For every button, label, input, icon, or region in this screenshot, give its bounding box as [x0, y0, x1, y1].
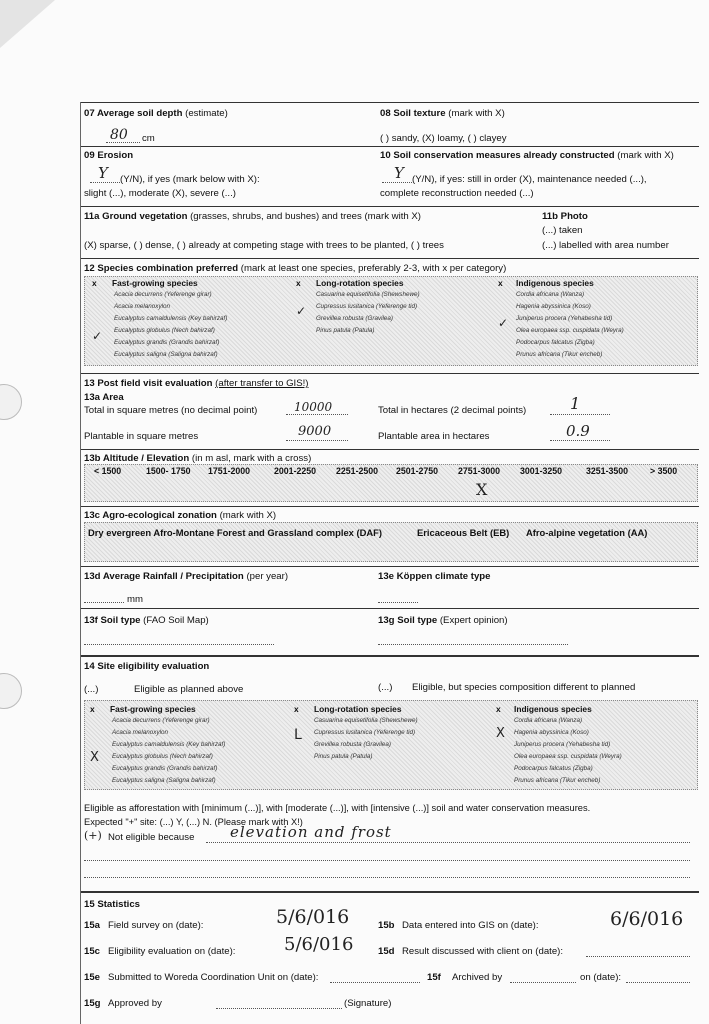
not-eligible-mark: (+): [84, 829, 102, 842]
data-entered-date: 6/6/016: [610, 908, 684, 930]
long-rotation-x-col: x: [296, 278, 301, 288]
plantable-sqm-value: 9000: [298, 424, 332, 439]
species-item: Prunus africana (Tikur encheb): [514, 777, 601, 784]
species-item: Eucalyptus saligna (Saligna bahirzaf): [112, 777, 216, 784]
section-13a-label: 13a Area: [84, 392, 124, 403]
indigenous-header: Indigenous species: [514, 704, 592, 714]
species-item: Casuarina equisetifolia (Shewshewe): [316, 291, 420, 298]
species-x-col: x: [90, 704, 95, 714]
species-item: Hagenia abyssinica (Koso): [516, 303, 591, 310]
total-ha-label: Total in hectares (2 decimal points): [378, 405, 527, 416]
species-item: Acacia decurrens (Yeferenge girar): [114, 291, 212, 298]
total-ha-value: 1: [570, 394, 581, 413]
eligible-different-option: (...): [378, 682, 393, 693]
ground-vegetation-options: (X) sparse, ( ) dense, ( ) already at competing stage with trees to be planted, ( ) trees: [84, 240, 444, 251]
altitude-mark: X: [476, 480, 488, 499]
divider: [80, 206, 699, 207]
check-mark: ✓: [296, 304, 307, 318]
altitude-range: 2001-2250: [274, 466, 317, 476]
divider: [80, 506, 699, 507]
divider: [80, 891, 699, 893]
altitude-range: 2501-2750: [396, 466, 439, 476]
zone-daf: Dry evergreen Afro-Montane Forest and Grassland complex (DAF): [88, 527, 382, 538]
species-item: Olea europaea ssp. cuspidata (Weyra): [514, 753, 622, 760]
species-item: Eucalyptus grandis (Grandis bahirzaf): [112, 765, 218, 772]
species-item: Cordia africana (Wanza): [516, 291, 585, 298]
section-13e-label: 13e Köppen climate type: [378, 571, 491, 582]
species-item: Podocarpus falcatus (Zigba): [514, 765, 593, 772]
field-survey-label: Field survey on (date):: [108, 920, 204, 931]
eligible-planned-option: (...): [84, 684, 99, 695]
section-09-label: 09 Erosion: [84, 150, 134, 161]
species-item: Prunus africana (Tikur encheb): [516, 351, 603, 358]
fast-growing-header: Fast-growing species: [112, 278, 198, 288]
conservation-answer: Y: [394, 164, 404, 182]
photo-taken: (...) taken: [542, 225, 583, 236]
result-discussed-label: Result discussed with client on (date):: [402, 946, 564, 957]
section-13g-label: 13g Soil type (Expert opinion): [378, 615, 508, 626]
species-item: Cordia africana (Wanza): [514, 717, 583, 724]
eligibility-code: 15c: [84, 946, 101, 957]
section-11a-label: 11a Ground vegetation (grasses, shrubs, and bushes) and trees (mark with X): [84, 211, 421, 222]
divider: [80, 258, 699, 259]
divider: [80, 146, 699, 147]
species-item: Acacia melanoxylon: [114, 303, 171, 310]
long-rotation-x-col: x: [294, 704, 299, 714]
conservation-question: (Y/N), if yes: still in order (X), maintenance needed (...),: [412, 174, 647, 185]
species-item: Eucalyptus globulus (Nech bahirzaf): [112, 753, 213, 760]
erosion-severity: slight (...), moderate (X), severe (...): [84, 188, 236, 199]
species-item: Pinus patula (Patula): [316, 327, 375, 334]
species-item: Juniperus procera (Yehabesha tid): [516, 315, 613, 322]
indigenous-x-col: x: [498, 278, 503, 288]
conservation-reconstruction: complete reconstruction needed (...): [380, 188, 534, 199]
species-item: Eucalyptus camaldulensis (Key bahirzaf): [112, 741, 226, 748]
approved-label: Approved by: [108, 998, 162, 1009]
altitude-range: 1500- 1750: [146, 466, 191, 476]
divider: [80, 566, 699, 567]
species-item: Podocarpus falcatus (Zigba): [516, 339, 595, 346]
altitude-range: 2751-3000: [458, 466, 501, 476]
eligible-different-label: Eligible, but species composition different to planned: [412, 682, 636, 693]
plantable-ha-label: Plantable area in hectares: [378, 431, 490, 442]
hand-mark: X: [90, 750, 99, 765]
erosion-answer: Y: [98, 164, 108, 182]
species-item: Eucalyptus globulus (Nech bahirzaf): [114, 327, 215, 334]
eligibility-date: 5/6/016: [284, 934, 354, 955]
divider: [80, 102, 699, 103]
species-item: Cupressus lusitanica (Yeferenge tid): [316, 303, 418, 310]
section-08-label: 08 Soil texture (mark with X): [380, 108, 505, 119]
species-item: Casuarina equisetifolia (Shewshewe): [314, 717, 418, 724]
species-item: Eucalyptus camaldulensis (Key bahirzaf): [114, 315, 228, 322]
zone-aa: Afro-alpine vegetation (AA): [526, 527, 648, 538]
altitude-range: < 1500: [94, 466, 122, 476]
rainfall-unit: mm: [127, 594, 143, 605]
altitude-range: 1751-2000: [208, 466, 251, 476]
plantable-ha-value: 0.9: [566, 422, 590, 440]
approved-code: 15g: [84, 998, 101, 1009]
indigenous-x-col: x: [496, 704, 501, 714]
zone-eb: Ericaceous Belt (EB): [417, 527, 510, 538]
erosion-question: (Y/N), if yes (mark below with X):: [120, 174, 260, 185]
soil-depth-unit: cm: [142, 133, 155, 144]
data-entered-label: Data entered into GIS on (date):: [402, 920, 539, 931]
soil-texture-options: ( ) sandy, (X) loamy, ( ) clayey: [380, 133, 507, 144]
check-mark: ✓: [498, 316, 509, 330]
species-item: Juniperus procera (Yehabesha tid): [514, 741, 611, 748]
not-eligible-reason: elevation and frost: [230, 823, 392, 841]
folded-corner: [0, 0, 55, 48]
section-13-label: 13 Post field visit evaluation (after transfer to GIS!): [84, 378, 309, 389]
section-12-label: 12 Species combination preferred (mark at least one species, preferably 2-3, with x per category): [84, 263, 507, 274]
fast-growing-header: Fast-growing species: [110, 704, 196, 714]
not-eligible-label: Not eligible because: [108, 832, 195, 843]
section-07-label: 07 Average soil depth (estimate): [84, 108, 228, 119]
section-11b-label: 11b Photo: [542, 211, 588, 222]
signature-label: (Signature): [344, 998, 392, 1009]
species-item: Pinus patula (Patula): [314, 753, 373, 760]
species-item: Olea europaea ssp. cuspidata (Weyra): [516, 327, 624, 334]
altitude-range: 3001-3250: [520, 466, 563, 476]
divider: [80, 449, 699, 450]
eligible-planned-label: Eligible as planned above: [134, 684, 244, 695]
altitude-range: > 3500: [650, 466, 678, 476]
altitude-range: 2251-2500: [336, 466, 379, 476]
check-mark: ✓: [92, 329, 103, 343]
divider: [80, 373, 699, 374]
eligibility-label: Eligibility evaluation on (date):: [108, 946, 236, 957]
altitude-range: 3251-3500: [586, 466, 629, 476]
section-13f-label: 13f Soil type (FAO Soil Map): [84, 615, 209, 626]
divider: [80, 608, 699, 609]
total-sqm-value: 10000: [294, 400, 333, 414]
data-entered-code: 15b: [378, 920, 395, 931]
section-13c-label: 13c Agro-ecological zonation (mark with X): [84, 510, 277, 521]
afforestation-line: Eligible as afforestation with [minimum (...)], with [moderate (...)], with [intensive (...)] soil and water conservation measures.: [84, 803, 591, 813]
punch-hole: [0, 384, 22, 420]
long-rotation-header: Long-rotation species: [316, 278, 404, 288]
species-item: Eucalyptus saligna (Saligna bahirzaf): [114, 351, 218, 358]
plantable-sqm-label: Plantable in square metres: [84, 431, 199, 442]
form-left-border: [80, 102, 81, 1024]
section-15-label: 15 Statistics: [84, 899, 140, 910]
field-survey-date: 5/6/016: [276, 906, 350, 928]
section-13b-label: 13b Altitude / Elevation (in m asl, mark with a cross): [84, 453, 312, 464]
submitted-label: Submitted to Woreda Coordination Unit on (date):: [108, 972, 319, 983]
punch-hole: [0, 673, 22, 709]
indigenous-header: Indigenous species: [516, 278, 594, 288]
field-survey-code: 15a: [84, 920, 101, 931]
expected-site-line: Expected "+" site: (...) Y, (...) N. (Please mark with X!): [84, 817, 303, 827]
species-item: Grevillea robusta (Gravilea): [316, 315, 393, 322]
total-sqm-label: Total in square metres (no decimal point): [84, 405, 258, 416]
submitted-code: 15e: [84, 972, 101, 983]
species-item: Grevillea robusta (Gravilea): [314, 741, 391, 748]
species-item: Hagenia abyssinica (Koso): [514, 729, 589, 736]
archived-on-label: on (date):: [580, 972, 622, 983]
soil-depth-value: 80: [110, 127, 128, 143]
species-item: Acacia melanoxylon: [112, 729, 169, 736]
species-item: Eucalyptus grandis (Grandis bahirzaf): [114, 339, 220, 346]
archived-code: 15f: [427, 972, 441, 983]
photo-labelled: (...) labelled with area number: [542, 240, 669, 251]
result-discussed-code: 15d: [378, 946, 395, 957]
species-item: Acacia decurrens (Yeferenge girar): [112, 717, 210, 724]
long-rotation-header: Long-rotation species: [314, 704, 402, 714]
species-item: Cupressus lusitanica (Yeferenge tid): [314, 729, 416, 736]
section-14-label: 14 Site eligibility evaluation: [84, 661, 210, 672]
archived-label: Archived by: [452, 972, 503, 983]
section-10-label: 10 Soil conservation measures already constructed (mark with X): [380, 150, 674, 161]
section-13d-label: 13d Average Rainfall / Precipitation (per year): [84, 571, 289, 582]
divider: [80, 655, 699, 657]
hand-mark: L: [294, 727, 302, 743]
species-x-col: x: [92, 278, 97, 288]
hand-mark: X: [496, 726, 505, 741]
site-evaluation-form: [80, 102, 699, 1024]
